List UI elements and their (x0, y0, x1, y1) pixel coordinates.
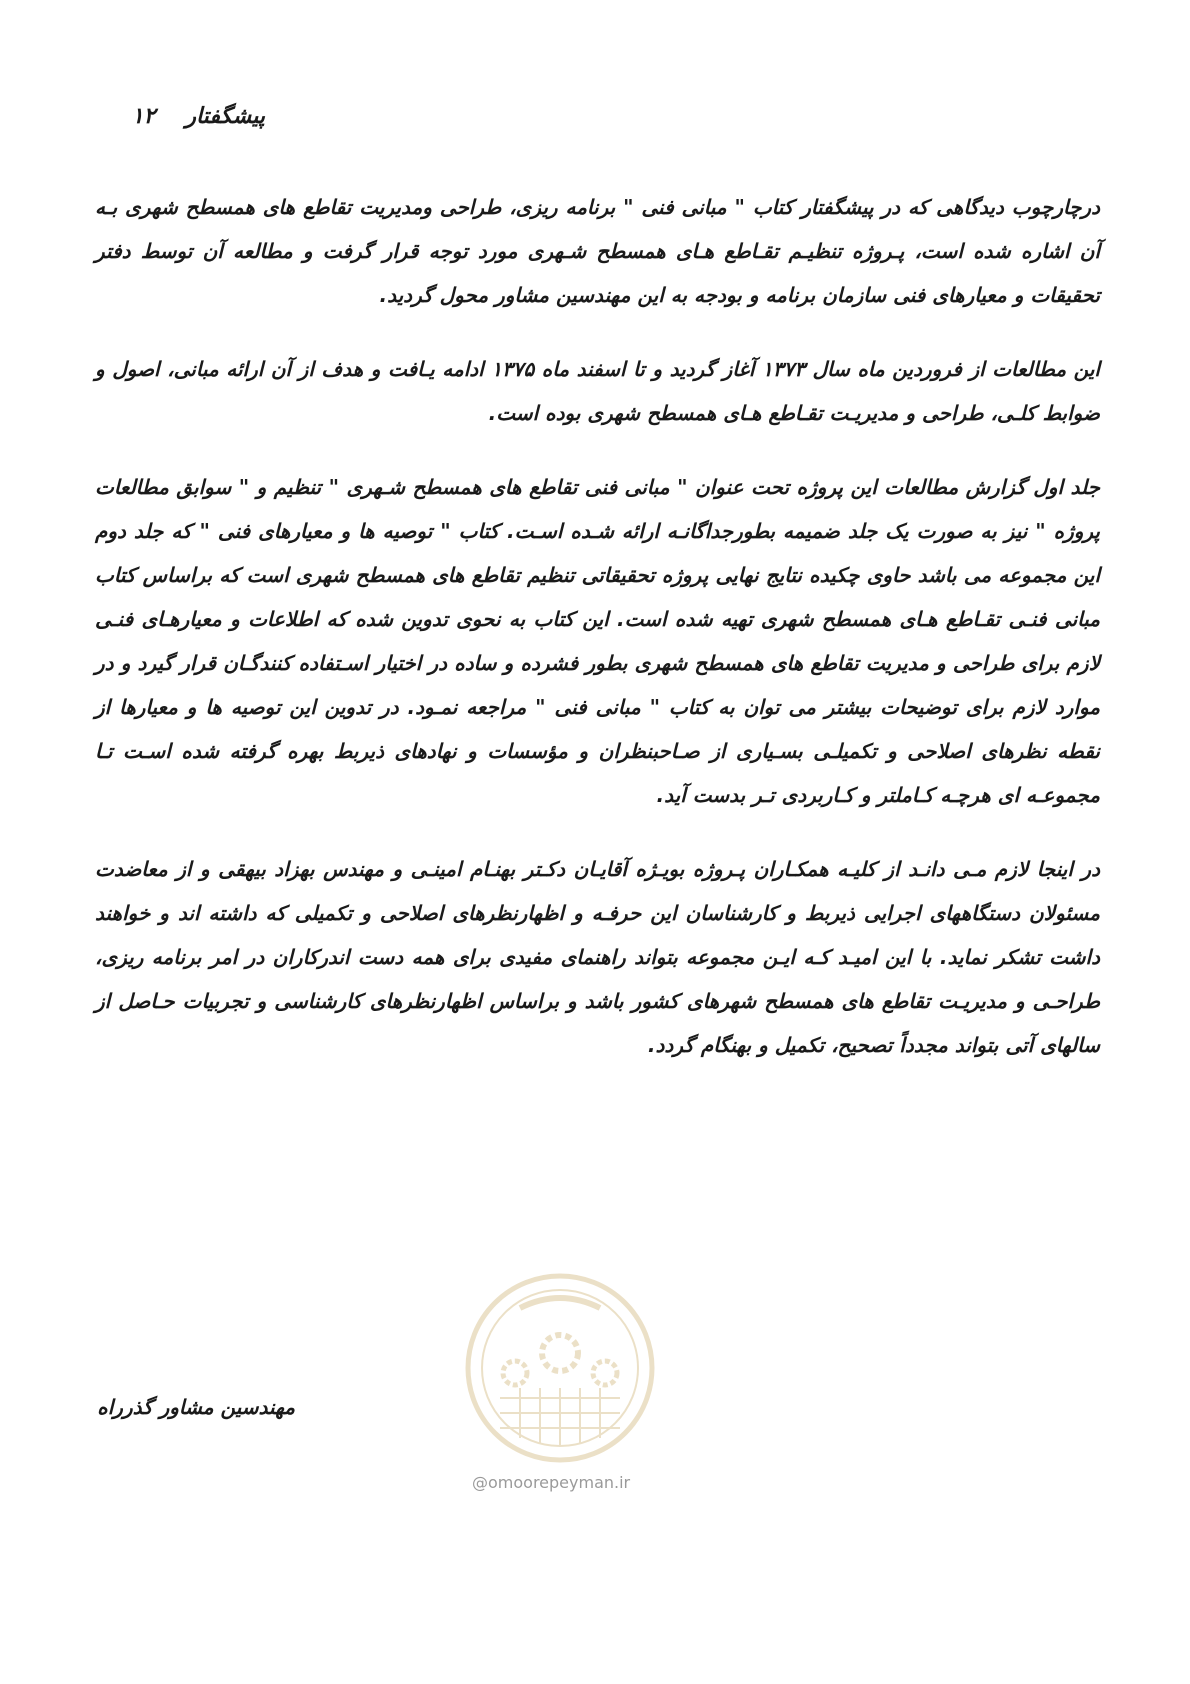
watermark-url (472, 1473, 630, 1492)
page-number: ۱۲ (131, 104, 156, 129)
watermark-icon: @ (472, 1473, 488, 1492)
paragraph-3: جلد اول گزارش مطالعات این پروژه تحت عنوان " مبانی فنی تقاطع های همسطح شـهری " تنظیم و " سوابق مطالعات پروژه " نیز به صورت یک جلد ضمیمه بطورجداگانـه ارائه شـده اسـت. کتاب " توصیه ها و معیارهای فنی " که جلد دوم این مجموعه می باشد حاوی چکیده نتایج نهایی پروژه تحقیقاتی تنظیم تقاطع های همسطح شهری است که براساس کتاب مبانی فنـی تقـاطع هـای همسطح شهری تهیه شده است. این کتاب به نحوی تدوین شده که اطلاعات و معیارهـای فنـی لازم برای طراحی و مدیریت تقاطع های همسطح شهری بطور فشرده و ساده در اختیار اسـتفاده کنندگـان قرار گیرد و در موارد لازم برای توضیحات بیشتر می توان به کتاب " مبانی فنی " مراجعه نمـود. در تدوین این توصیه ها و معیارها از نقطه نظرهای اصلاحی و تکمیلـی بسـیاری از صـاحبنظران و مؤسسات و نهادهای ذیربط بهره گرفته شده اسـت تـا مجموعـه ای هرچـه کـاملتر و کـاربردی تـر بدست آید. (95, 475, 1100, 807)
watermark-logo (460, 1268, 660, 1468)
body-text (95, 185, 1100, 1097)
paragraph-1: درچارچوب دیدگاهی که در پیشگفتار کتاب " مبانی فنی " برنامه ریزی، طراحی ومدیریت تقاطع های همسطح شهری بـه آن اشاره شده است، پـروژه تنظیـم تقـاطع هـای همسطح شـهری مورد توجه قرار گرفت و مطالعه آن توسط دفتر تحقیقات و معیارهای فنی سازمان برنامه و بودجه به این مهندسین مشاور محول گردید. (95, 195, 1101, 307)
paragraph-4: در اینجا لازم مـی دانـد از کلیـه همکـاران پـروژه بویـژه آقایـان دکـتر بهنـام امینـی و مهندس بهزاد بیهقی و از معاضدت مسئولان دستگاههای اجرایی ذیربط و کارشناسان این حرفـه و اظهارنظرهای اصلاحی و تکمیلی که داشته اند و خواهند داشت تشکر نماید. با این امیـد کـه ایـن مجموعه بتواند راهنمای مفیدی برای همه دست اندرکاران در امر برنامه ریزی، طراحـی و مدیریـت تقاطع های همسطح شهرهای کشور باشد و براساس اظهارنظرهای کارشناسی و تجربیات حـاصل از سالهای آتی بتواند مجدداً تصحیح، تکمیل و بهنگام گردد. (95, 857, 1100, 1057)
watermark-url-text: omoorepeyman.ir (488, 1473, 631, 1492)
section-title: پیشگفتار (185, 104, 265, 129)
signature: مهندسین مشاور گذرراه (97, 1395, 295, 1419)
page-header (132, 104, 265, 129)
paragraph-2: این مطالعات از فروردین ماه سال ۱۳۷۳ آغاز گردید و تا اسفند ماه ۱۳۷۵ ادامه یـافت و هدف از آن ارائه مبانی، اصول و ضوابط کلـی، طراحی و مدیریـت تقـاطع هـای همسطح شهری بوده است. (95, 357, 1100, 425)
